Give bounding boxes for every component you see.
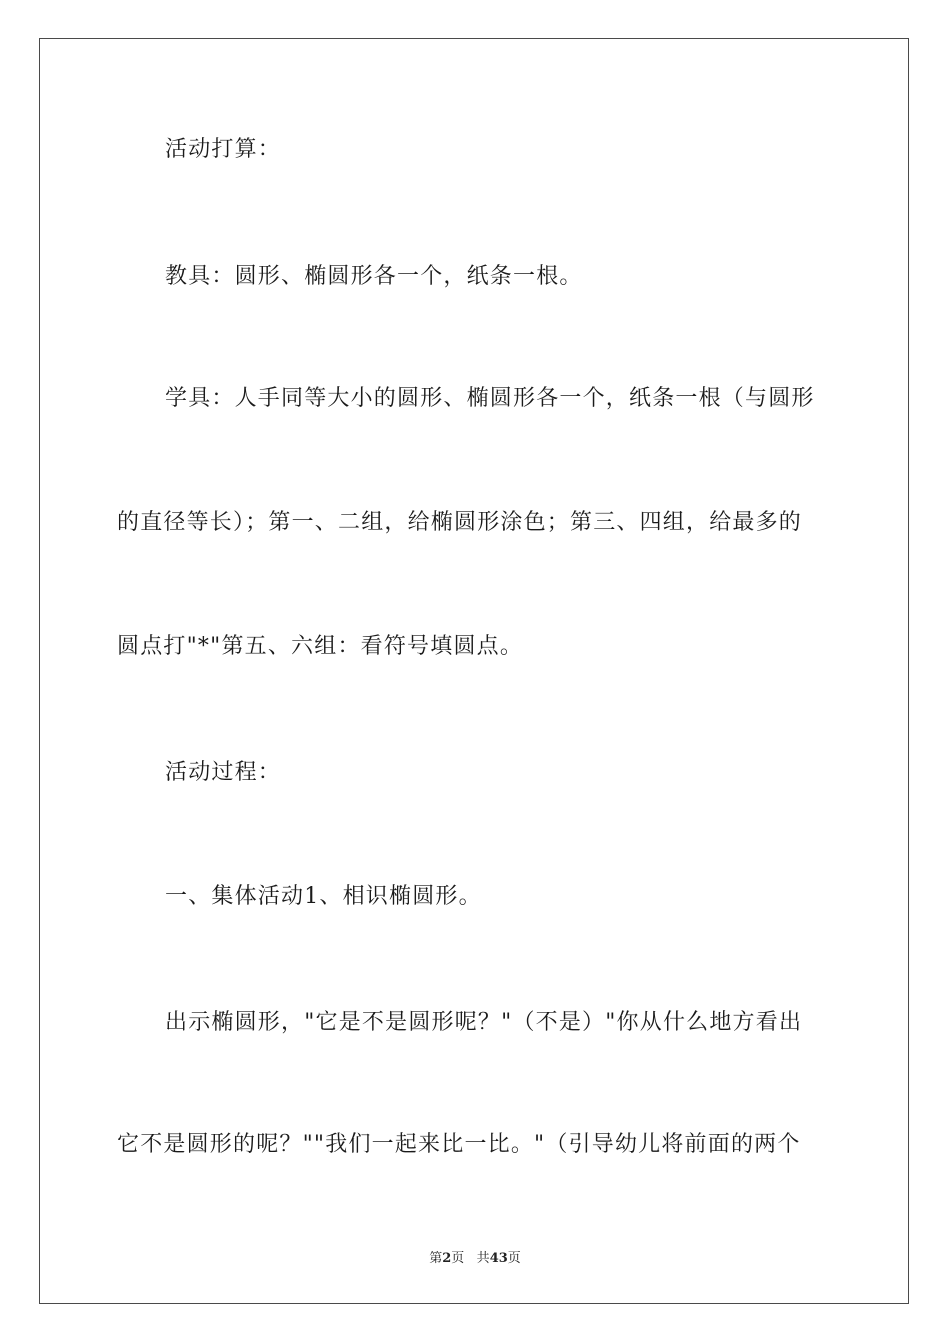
page-border xyxy=(39,38,909,1304)
text-line-4: 的直径等长）；第一、二组，给椭圆形涂色；第三、四组，给最多的 xyxy=(117,510,803,535)
footer-total-prefix: 共 xyxy=(476,1251,490,1266)
text-line-5: 圆点打"*"第五、六组：看符号填圆点。 xyxy=(117,634,524,659)
text-line-9: 它不是圆形的呢？""我们一起来比一比。"（引导幼儿将前面的两个 xyxy=(117,1132,801,1157)
text-line-3: 学具：人手同等大小的圆形、椭圆形各一个，纸条一根（与圆形 xyxy=(165,386,815,411)
text-line-2: 教具：圆形、椭圆形各一个，纸条一根。 xyxy=(165,264,583,289)
text-line-6: 活动过程： xyxy=(165,760,282,785)
footer-page-suffix: 页 xyxy=(451,1251,465,1266)
text-line-7: 一、集体活动1、相识椭圆形。 xyxy=(165,884,482,909)
page-footer xyxy=(0,1247,950,1266)
footer-page-prefix: 第 xyxy=(429,1251,443,1266)
footer-total-pages: 43 xyxy=(489,1251,508,1266)
footer-total-suffix: 页 xyxy=(507,1251,521,1266)
text-line-8: 出示椭圆形，"它是不是圆形呢？"（不是）"你从什么地方看出 xyxy=(165,1010,803,1035)
text-line-1: 活动打算： xyxy=(165,137,282,162)
footer-page-number: 2 xyxy=(442,1251,452,1266)
